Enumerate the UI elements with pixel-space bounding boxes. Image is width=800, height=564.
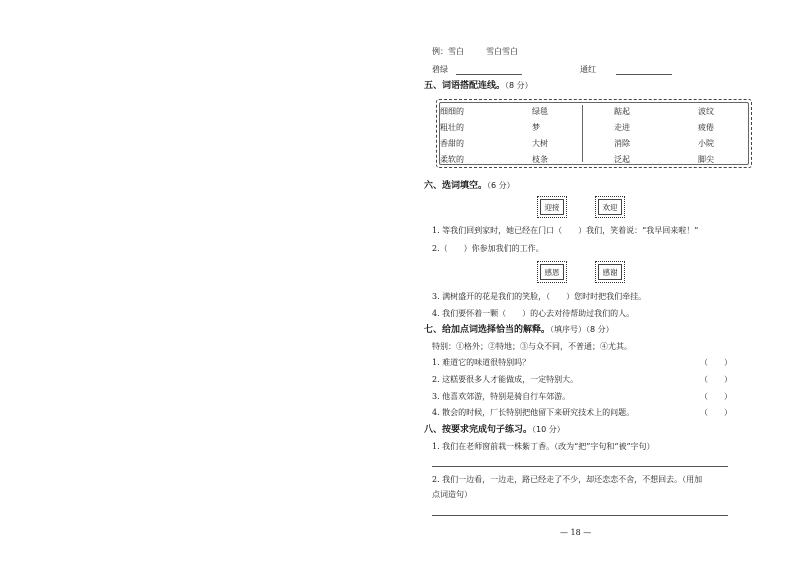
fill-word-right: 通红 — [580, 65, 596, 74]
match-word[interactable]: 疲倦 — [698, 123, 714, 132]
match-word[interactable]: 波纹 — [698, 107, 714, 116]
matching-divider — [582, 105, 583, 162]
answer-paren[interactable]: （ ） — [700, 408, 732, 417]
match-word[interactable]: 走进 — [614, 123, 630, 132]
match-word[interactable]: 香甜的 — [440, 139, 464, 148]
match-word[interactable]: 小院 — [698, 139, 714, 148]
match-word[interactable]: 粗壮的 — [440, 123, 464, 132]
question-text: 点词造句） — [432, 490, 472, 499]
match-word[interactable]: 消除 — [614, 139, 630, 148]
question-text: 3. 他喜欢郊游，特别是骑自行车郊游。 — [432, 392, 571, 401]
match-word[interactable]: 绿毯 — [532, 107, 548, 116]
example-label: 例：雪白 — [432, 47, 464, 56]
match-word[interactable]: 泛起 — [614, 155, 630, 164]
example-answer: 雪白雪白 — [486, 47, 518, 56]
section7-title: 七、给加点词选择恰当的解释。（填序号）（8 分） — [424, 325, 614, 335]
match-word[interactable]: 梦 — [532, 123, 540, 132]
word-option: 感谢 — [598, 264, 622, 280]
question-text: 4. 我们要怀着一颗（ ）的心去对待帮助过我们的人。 — [432, 309, 635, 318]
question-text: 2. 这糕要很多人才能做成，一定特别大。 — [432, 375, 579, 384]
section8-title: 八、按要求完成句子练习。（10 分） — [424, 425, 565, 435]
word-option-box — [537, 261, 567, 283]
question-text: 2.（ ）你参加我们的工作。 — [432, 244, 544, 253]
answer-paren[interactable]: （ ） — [700, 375, 732, 384]
word-option-box — [595, 196, 625, 218]
question-text: 4. 散会的时候，厂长特别把他留下来研究技术上的问题。 — [432, 408, 635, 417]
page-number: — 18 — — [560, 528, 592, 537]
match-word[interactable]: 枝条 — [532, 155, 548, 164]
fill-word-left: 碧绿 — [432, 65, 448, 74]
word-option: 迎接 — [540, 199, 564, 215]
match-word[interactable]: 大树 — [532, 139, 548, 148]
word-option-box — [595, 261, 625, 283]
word-option: 感恩 — [540, 264, 564, 280]
word-option-box — [537, 196, 567, 218]
blank-line-right[interactable] — [616, 74, 672, 75]
section5-title: 五、词语搭配连线。（8 分） — [424, 81, 533, 91]
answer-paren[interactable]: （ ） — [700, 392, 732, 401]
blank-line-left[interactable] — [456, 74, 522, 75]
match-word[interactable]: 细细的 — [440, 107, 464, 116]
answer-line[interactable] — [432, 515, 728, 516]
question-text: 1. 我们在老师窗前栽一株紫丁香。（改为“把”字句和“被”字句） — [432, 442, 655, 451]
question-text: 2. 我们一边看，一边走，路已经走了不少，却还恋恋不舍，不想回去。（用加 — [432, 475, 703, 484]
section6-title: 六、选词填空。（6 分） — [424, 181, 515, 191]
definition-text: 特别：①格外；②特地；③与众不同，不普通；④尤其。 — [432, 342, 632, 351]
match-word[interactable]: 脚尖 — [698, 155, 714, 164]
answer-paren[interactable]: （ ） — [700, 358, 732, 367]
question-text: 3. 满树盛开的花是我们的笑脸，（ ）您时时把我们牵挂。 — [432, 292, 647, 301]
question-text: 1. 等我们回到家时，她已经在门口（ ）我们，笑着说：“我早回来啦！” — [432, 226, 699, 235]
answer-line[interactable] — [432, 466, 728, 467]
match-word[interactable]: 柔软的 — [440, 155, 464, 164]
question-text: 1. 难道它的味道很特别吗？ — [432, 358, 531, 367]
match-word[interactable]: 踮起 — [614, 107, 630, 116]
word-option: 欢迎 — [598, 199, 622, 215]
